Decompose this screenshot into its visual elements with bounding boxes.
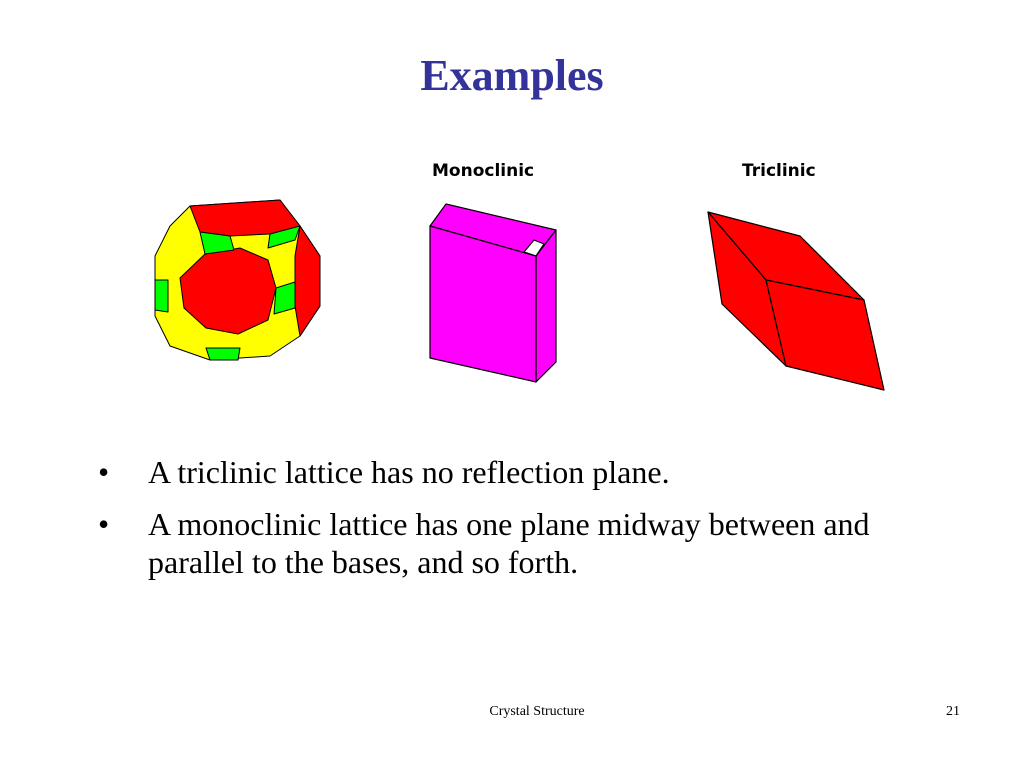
bullet-item — [98, 505, 948, 581]
bullet-list — [98, 453, 948, 595]
bullet-marker: • — [98, 506, 110, 542]
monoclinic-figure — [426, 200, 560, 386]
bullet-text: A triclinic lattice has no reflection plane. — [148, 454, 670, 490]
slide-title: Examples — [420, 51, 604, 100]
bullet-marker: • — [98, 454, 110, 490]
monoclinic-label: Monoclinic — [432, 161, 535, 181]
footer-title: Crystal Structure — [489, 704, 585, 719]
polyhedron-figure — [150, 196, 325, 366]
bullet-item — [98, 453, 948, 491]
triclinic-figure — [700, 206, 890, 396]
bullet-text: A monoclinic lattice has one plane midway between and parallel to the bases, and so forth. — [148, 506, 870, 580]
triclinic-label: Triclinic — [742, 161, 816, 181]
page-number: 21 — [946, 704, 960, 719]
